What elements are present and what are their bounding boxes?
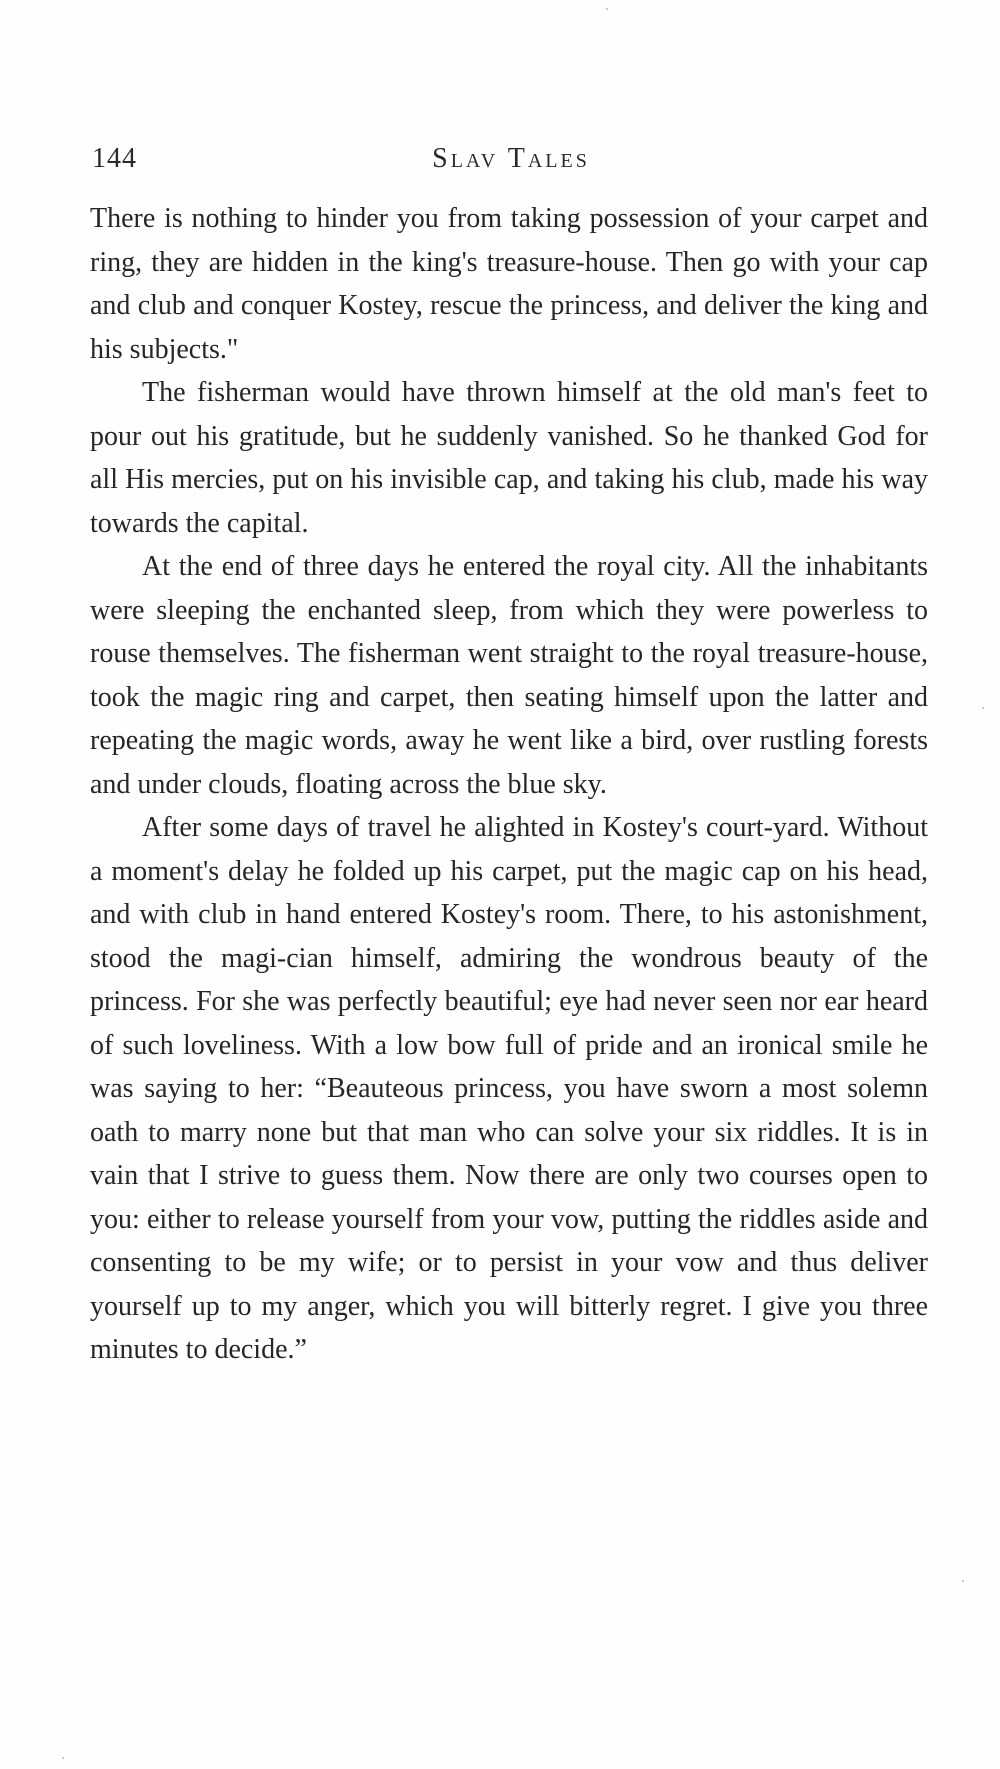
paper-speck — [606, 8, 608, 10]
paper-speck — [962, 1580, 964, 1582]
paper-speck — [62, 1757, 64, 1759]
page-header — [92, 143, 930, 183]
paper-speck — [982, 707, 984, 709]
body-text — [90, 197, 928, 1372]
paragraph: After some days of travel he alighted in Kostey's court-yard. Without a moment's delay he folded up his carpet, put the magic cap on his head, and with club in hand entered Kostey's room. There, to his astonishment, stood the magi-cian himself, admiring the wondrous beauty of the princess. For she was perfectly beautiful; eye had never seen nor ear heard of such loveliness. With a low bow full of pride and an ironical smile he was saying to her: “Beauteous princess, you have sworn a most solemn oath to marry none but that man who can solve your six riddles. It is in vain that I strive to guess them. Now there are only two courses open to you: either to release yourself from your vow, putting the riddles aside and consenting to be my wife; or to persist in your vow and thus deliver yourself up to my anger, which you will bitterly regret. I give you three minutes to decide.” — [90, 812, 928, 1365]
page-number: 144 — [92, 143, 137, 174]
paragraph: The fisherman would have thrown himself at the old man's feet to pour out his gratitude, but he suddenly vanished. So he thanked God for all His mercies, put on his invisible cap, and taking his club, made his way towards the capital. — [90, 377, 928, 539]
paragraph: There is nothing to hinder you from taking possession of your carpet and ring, they are hidden in the king's treasure-house. Then go with your cap and club and conquer Kostey, rescue the princess, and deliver the king and his subjects." — [90, 203, 928, 365]
running-title: Slav Tales — [432, 143, 590, 174]
paragraph: At the end of three days he entered the royal city. All the inhabitants were sleeping the enchanted sleep, from which they were powerless to rouse themselves. The fisherman went straight to the royal treasure-house, took the magic ring and carpet, then seating himself upon the latter and repeating the magic words, away he went like a bird, over rustling forests and under clouds, floating across the blue sky. — [90, 551, 928, 800]
